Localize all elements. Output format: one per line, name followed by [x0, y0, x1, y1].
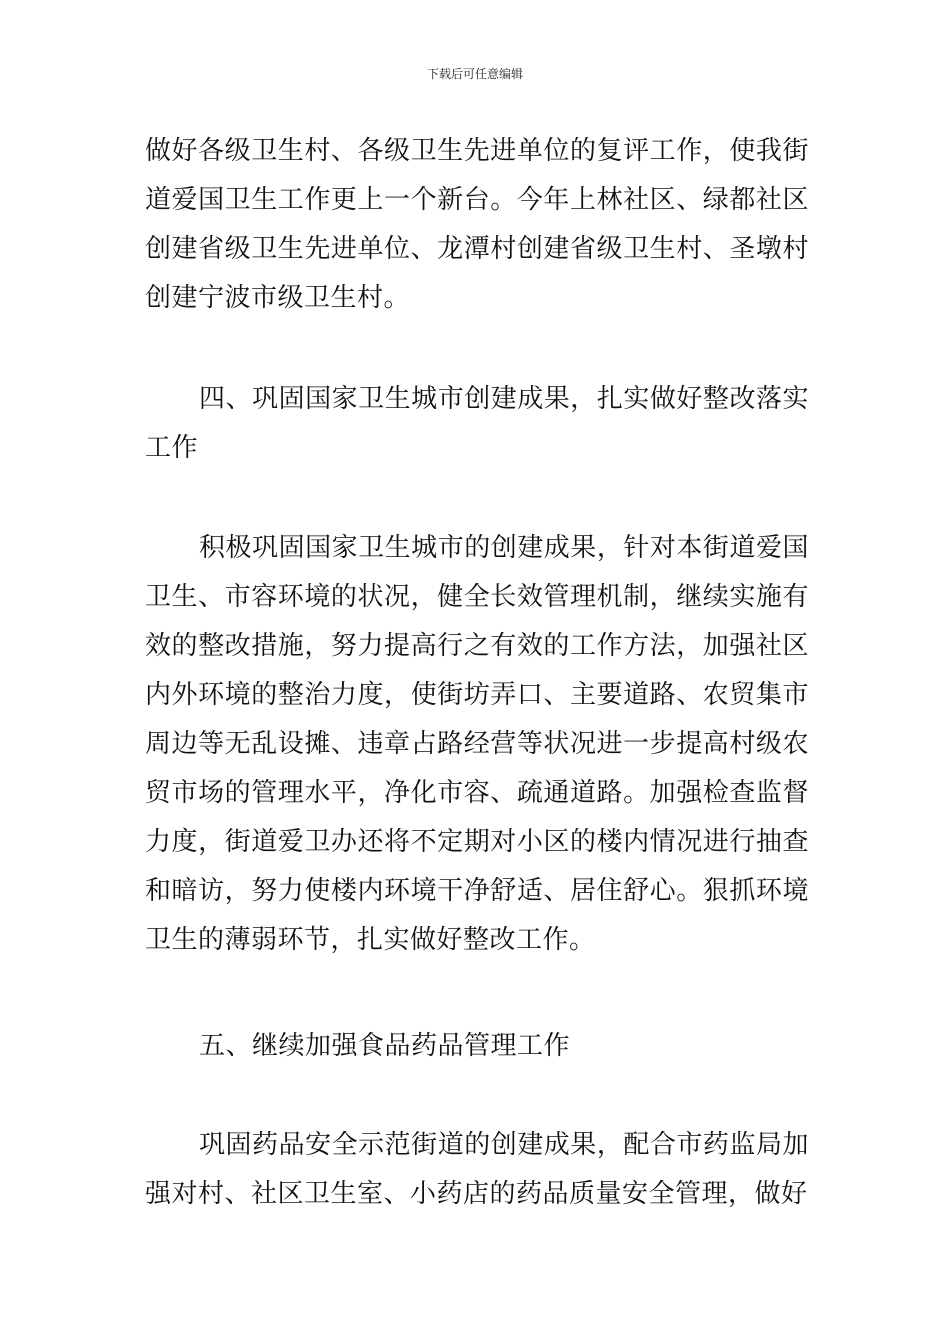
body-paragraph: 巩固药品安全示范街道的创建成果，配合市药监局加强对村、社区卫生室、小药店的药品质量安全管理，做好 — [145, 1130, 809, 1209]
body-paragraph: 积极巩固国家卫生城市的创建成果，针对本街道爱国卫生、市容环境的状况，健全长效管理机制，继续实施有效的整改措施，努力提高行之有效的工作方法，加强社区内外环境的整治力度，使街坊弄口、主要道路、农贸集市周边等无乱设摊、违章占路经营等状况进一步提高村级农贸市场的管理水平，净化市容、疏通道路。加强检查监督力度，街道爱卫办还将不定期对小区的楼内情况进行抽查和暗访，努力使楼内环境干净舒适、居住舒心。狠抓环境卫生的薄弱环节，扎实做好整改工作。 — [145, 533, 809, 955]
section-heading-5: 五、继续加强食品药品管理工作 — [199, 1031, 571, 1061]
section-heading-4: 四、巩固国家卫生城市创建成果，扎实做好整改落实工作 — [145, 384, 809, 463]
page-header: 下载后可任意编辑 — [426, 67, 523, 81]
body-paragraph: 做好各级卫生村、各级卫生先进单位的复评工作，使我街道爱国卫生工作更上一个新台。今年上林社区、绿都社区创建省级卫生先进单位、龙潭村创建省级卫生村、圣墩村创建宁波市级卫生村。 — [145, 136, 809, 313]
